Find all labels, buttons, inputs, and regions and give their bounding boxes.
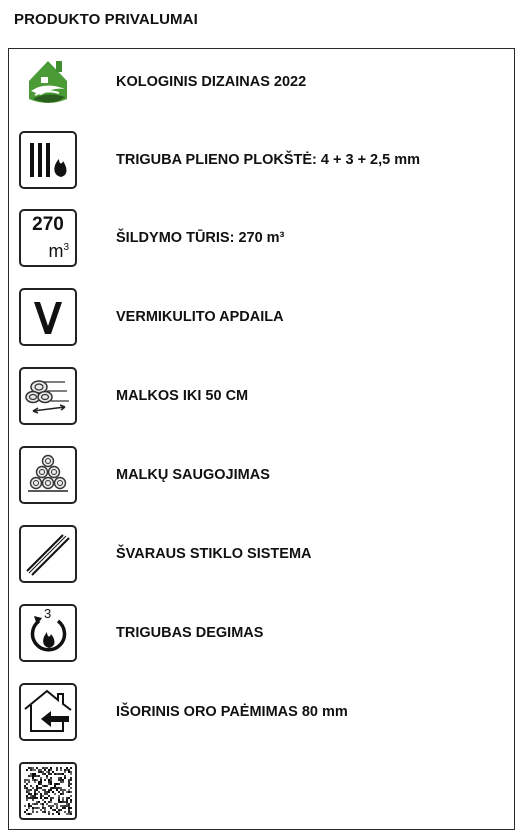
heating-volume-icon (19, 209, 77, 267)
triple-combustion-icon (19, 604, 77, 662)
feature-label: TRIGUBA PLIENO PLOKŠTĖ: 4 + 3 + 2,5 mm (116, 152, 421, 168)
feature-item-triple-combustion (19, 602, 499, 664)
feature-label: MALKOS IKI 50 CM (116, 388, 249, 404)
combustion-count-badge: 3 (44, 606, 52, 621)
heating-volume-unit: $m^3$ (48, 241, 69, 261)
feature-item-clean-glass (19, 523, 499, 585)
firewood-storage-icon (19, 446, 77, 504)
qr-code-icon[interactable] (19, 762, 77, 820)
vermiculite-v-icon (19, 288, 77, 346)
feature-item-firewood-storage (19, 444, 499, 506)
feature-item-heating-volume (19, 207, 499, 269)
feature-item-steel-plate (19, 129, 499, 191)
feature-item-qr-code (19, 760, 499, 822)
feature-label: ŠILDYMO TŪRIS: 270 m³ (116, 230, 285, 246)
firewood-length-icon (19, 367, 77, 425)
external-air-intake-icon (19, 683, 77, 741)
feature-label: ŠVARAUS STIKLO SISTEMA (116, 546, 312, 562)
heating-volume-value: 270 (32, 214, 64, 235)
clean-glass-icon (19, 525, 77, 583)
triple-steel-plate-flame-icon (19, 131, 77, 189)
eco-house-icon (19, 53, 77, 111)
feature-list (8, 48, 515, 830)
feature-item-firewood-length (19, 365, 499, 427)
feature-item-eco-design (19, 51, 499, 113)
feature-label: TRIGUBAS DEGIMAS (116, 625, 264, 641)
page-title: PRODUKTO PRIVALUMAI (14, 11, 198, 28)
feature-item-vermiculite (19, 286, 499, 348)
feature-label: MALKŲ SAUGOJIMAS (116, 467, 270, 483)
feature-item-air-intake (19, 681, 499, 743)
feature-label: VERMIKULITO APDAILA (116, 309, 284, 325)
feature-label: KOLOGINIS DIZAINAS 2022 (116, 74, 307, 90)
feature-label: IŠORINIS ORO PAĖMIMAS 80 mm (116, 704, 348, 720)
